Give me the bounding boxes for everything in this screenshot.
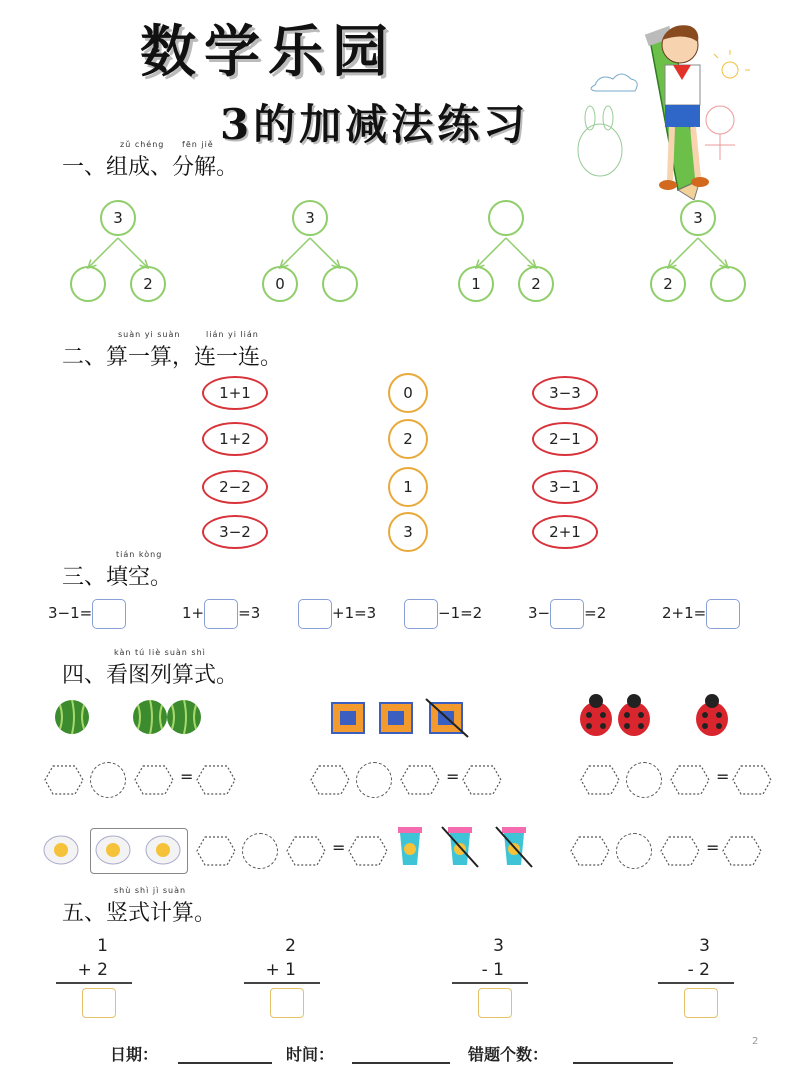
cube-icon (380, 703, 412, 733)
pinyin: fēn jiě (182, 140, 214, 149)
fill-item (528, 596, 606, 630)
egg-group (40, 828, 185, 872)
answer-box[interactable] (298, 599, 332, 629)
arrow (668, 238, 698, 268)
fill-item (404, 596, 482, 630)
fried-egg-icon (44, 836, 78, 864)
right-expression[interactable]: 3−3 (532, 376, 598, 410)
page-subtitle: 3的加减法练习 (220, 100, 530, 149)
tree-right-circle: 2 (130, 266, 166, 302)
equals-sign: = (332, 838, 346, 857)
cube-icon (332, 703, 364, 733)
arrow (698, 238, 728, 268)
hexagon-answer-box[interactable] (348, 836, 388, 866)
hexagon-answer-box[interactable] (660, 836, 700, 866)
hexagon-answer-box[interactable] (134, 765, 174, 795)
right-expression[interactable]: 3−1 (532, 470, 598, 504)
operation: - 1 (481, 960, 504, 980)
section-5-title: 五、竖式计算。 (62, 901, 217, 926)
ladybug-icon (580, 694, 612, 736)
hexagon-answer-box[interactable] (44, 765, 84, 795)
fill-item (182, 596, 260, 630)
expression-after: +1=3 (332, 604, 377, 622)
expression-before: 3− (528, 604, 551, 622)
middle-number[interactable]: 0 (388, 373, 428, 413)
arrow (280, 238, 310, 268)
answer-box[interactable] (404, 599, 438, 629)
pinyin: shù shì jì suàn (114, 886, 187, 895)
answer-box[interactable] (550, 599, 584, 629)
fill-item (298, 596, 376, 630)
result-line (452, 982, 528, 984)
fried-egg-icon (146, 836, 180, 864)
hexagon-answer-box[interactable] (286, 836, 326, 866)
arrow (476, 238, 506, 268)
watermelon-icon (55, 700, 89, 734)
tree-right-circle[interactable] (322, 266, 358, 302)
expression-after: =3 (238, 604, 261, 622)
hexagon-answer-box[interactable] (400, 765, 440, 795)
tree-top-circle: 3 (680, 200, 716, 236)
operator-circle[interactable] (356, 762, 392, 798)
arrow (118, 238, 148, 268)
top-number: 3 (699, 936, 710, 956)
hexagon-answer-box[interactable] (670, 765, 710, 795)
expression-before: 1+ (182, 604, 205, 622)
date-label: 日期： (110, 1045, 159, 1064)
pinyin: tián kòng (116, 550, 163, 559)
time-line[interactable] (352, 1062, 450, 1064)
ladybug-group (574, 693, 734, 741)
top-number: 2 (285, 936, 296, 956)
errors-line[interactable] (573, 1062, 673, 1064)
cup-crossed-icon (496, 827, 532, 867)
tree-right-circle: 2 (518, 266, 554, 302)
left-expression[interactable]: 1+2 (202, 422, 268, 456)
arrow (506, 238, 536, 268)
watermelon-icon (167, 700, 201, 734)
result-box[interactable] (684, 988, 718, 1018)
left-expression[interactable]: 2−2 (202, 470, 268, 504)
result-box[interactable] (82, 988, 116, 1018)
answer-box[interactable] (204, 599, 238, 629)
answer-box[interactable] (92, 599, 126, 629)
time-label: 时间： (286, 1045, 335, 1064)
expression-before: 2+1= (662, 604, 707, 622)
middle-number[interactable]: 3 (388, 512, 428, 552)
result-box[interactable] (478, 988, 512, 1018)
left-expression[interactable]: 3−2 (202, 515, 268, 549)
equals-sign: = (180, 767, 194, 786)
section-2-title: 二、算一算，连一连。 (62, 345, 283, 370)
right-expression[interactable]: 2+1 (532, 515, 598, 549)
middle-number[interactable]: 1 (388, 467, 428, 507)
watermelon-icon (133, 700, 167, 734)
hexagon-answer-box[interactable] (462, 765, 502, 795)
ladybug-icon (696, 694, 728, 736)
doodle-figure-icon (705, 106, 735, 160)
hexagon-answer-box[interactable] (196, 765, 236, 795)
equals-sign: = (706, 838, 720, 857)
fried-egg-icon (96, 836, 130, 864)
tree-right-circle[interactable] (710, 266, 746, 302)
top-number: 1 (97, 936, 108, 956)
page-number: 2 (752, 1036, 759, 1047)
ladybug-icon (618, 694, 650, 736)
tree-left-circle: 1 (458, 266, 494, 302)
operator-circle[interactable] (90, 762, 126, 798)
equals-sign: = (446, 767, 460, 786)
fill-item (662, 596, 740, 630)
pinyin: kàn tú liè suàn shì (114, 648, 206, 657)
operation: - 2 (687, 960, 710, 980)
cube-crossed-icon (426, 699, 468, 737)
cup-icon (398, 827, 422, 865)
arrow (88, 238, 118, 268)
result-line (56, 982, 132, 984)
tree-top-circle: 3 (292, 200, 328, 236)
rabbit-doodle-icon (578, 106, 622, 176)
hexagon-answer-box[interactable] (732, 765, 772, 795)
top-number: 3 (493, 936, 504, 956)
cup-group (392, 825, 542, 870)
left-expression[interactable]: 1+1 (202, 376, 268, 410)
pinyin: zǔ chéng (120, 140, 165, 149)
operator-circle[interactable] (626, 762, 662, 798)
expression-before: 3−1= (48, 604, 93, 622)
answer-box[interactable] (706, 599, 740, 629)
tree-top-circle[interactable] (488, 200, 524, 236)
result-box[interactable] (270, 988, 304, 1018)
sun-doodle-icon (714, 50, 750, 78)
hexagon-answer-box[interactable] (196, 836, 236, 866)
result-line (244, 982, 320, 984)
equals-sign: = (716, 767, 730, 786)
tree-top-circle: 3 (100, 200, 136, 236)
page-title: 数学乐园 (140, 19, 396, 85)
hexagon-answer-box[interactable] (580, 765, 620, 795)
operation: + 1 (265, 960, 296, 980)
pinyin: suàn yi suàn (118, 330, 181, 339)
date-line[interactable] (178, 1062, 272, 1064)
boy-with-pencil-illustration (560, 10, 770, 200)
errors-label: 错题个数： (468, 1045, 549, 1064)
operation: + 2 (77, 960, 108, 980)
fill-item (48, 596, 126, 630)
tree-left-circle: 0 (262, 266, 298, 302)
middle-number[interactable]: 2 (388, 419, 428, 459)
gift-cube-group (326, 695, 476, 740)
arrow (310, 238, 340, 268)
operator-circle[interactable] (242, 833, 278, 869)
hexagon-answer-box[interactable] (722, 836, 762, 866)
hexagon-answer-box[interactable] (570, 836, 610, 866)
watermelon-group (50, 695, 220, 740)
pinyin: lián yi lián (206, 330, 259, 339)
section-1-title: 一、组成、分解。 (62, 155, 239, 180)
expression-after: −1=2 (438, 604, 483, 622)
section-3-title: 三、填空。 (62, 565, 173, 590)
right-expression[interactable]: 2−1 (532, 422, 598, 456)
tree-left-circle[interactable] (70, 266, 106, 302)
expression-after: =2 (584, 604, 607, 622)
hexagon-answer-box[interactable] (310, 765, 350, 795)
cup-crossed-icon (442, 827, 478, 867)
cloud-doodle-icon (591, 74, 637, 91)
tree-left-circle: 2 (650, 266, 686, 302)
result-line (658, 982, 734, 984)
operator-circle[interactable] (616, 833, 652, 869)
section-4-title: 四、看图列算式。 (62, 663, 239, 688)
